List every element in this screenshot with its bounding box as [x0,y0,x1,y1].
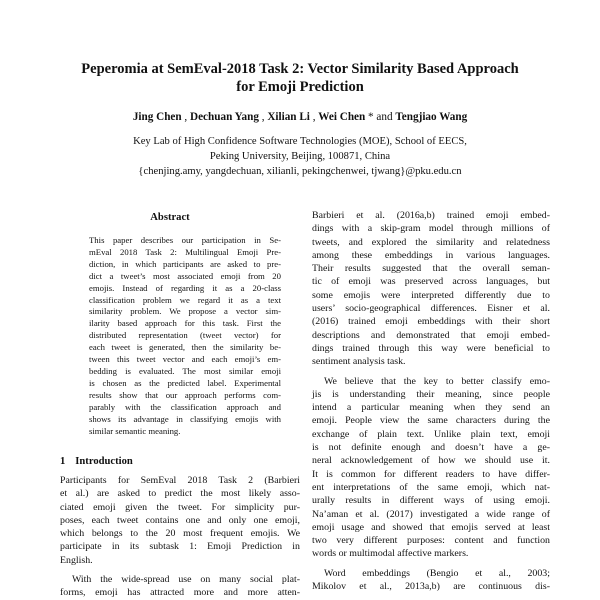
text-line: diction, in which participants are asked to pre- [89,258,281,269]
intro-paragraph-2 [60,573,300,600]
author-separator: , [258,111,268,123]
text-line: urally results in different ways of using emoji. [312,495,550,507]
text-line: similar semantic meaning. [89,425,181,436]
text-line: descriptions and demonstrated that emoji embed- [312,329,550,341]
text-line: parably with the classification approach and [89,401,281,412]
text-line: is not definite enough and doesn’t have a ge- [312,442,550,454]
text-line: dict a tweet’s most associated emoji from 20 [89,270,281,281]
text-line: results show that our approach performs com- [89,389,281,400]
intro-paragraph-1 [60,474,300,567]
author-list [40,110,560,124]
text-line: English. [60,554,93,566]
text-line: It is common for different readers to have differ- [312,468,550,480]
right-paragraph-1 [312,209,550,369]
text-line: similarity problem. We propose a vector sim- [89,306,281,317]
text-line: participate in its subtask 1: Emoji Prediction in [60,541,300,553]
text-line: tweets, and explored the similarity and relatedness [312,236,550,248]
text-line: Na’aman et al. (2017) investigated a wide range of [312,508,550,520]
affiliation [40,134,560,179]
title-line-1: Peperomia at SemEval-2018 Task 2: Vector Similarity Based Approach [81,61,519,77]
text-line: is chosen as the predicted label. Experimental [89,377,281,388]
text-line: poses, each tweet contains one and only one emoji, [60,514,300,526]
author-name: Dechuan Yang [190,111,259,123]
section-number: 1 [60,456,66,467]
author-separator: , [181,111,191,123]
text-line: Participants for SemEval 2018 Task 2 (Barbieri [60,475,300,486]
author-name: Wei Chen [318,111,366,123]
text-line: et al.) are asked to predict the most likely asso- [60,488,300,500]
right-column-body [312,209,550,593]
author-separator: * and [365,111,396,123]
text-line: Mikolov et al., 2013a,b) are continuous dis- [312,581,550,593]
text-line: shows its advantage in classifying emojis with [89,413,281,424]
abstract-heading: Abstract [150,212,190,223]
text-line: (2016) trained emoji embeddings with their short [312,316,550,328]
text-line: ent interpretations of the same emoji, which nat- [312,481,550,493]
text-line: This paper describes our participation in Se- [89,235,281,245]
text-line: dings trained through this way were beneficial to [312,342,550,354]
text-line: With the wide-spread use on many social plat- [72,574,300,586]
right-paragraph-2 [312,375,550,561]
text-line: tic of emoji was preserved across languages, but [312,276,550,288]
text-line: intend a particular meaning when they send an [312,402,550,414]
text-line: each tweet is generated, then the similarity be- [89,342,281,353]
text-line: Barbieri et al. (2016a,b) trained emoji embed- [312,210,550,221]
affiliation-emails: {chenjing.amy, yangdechuan, xilianli, pekingchenwei, tjwang}@pku.edu.cn [138,166,462,177]
text-line: emojis. Instead of regarding it as a 20-class [89,282,281,293]
abstract-body [89,235,281,437]
left-column-body [60,474,300,600]
paper-title [40,60,560,96]
text-line: among these embeddings in various languages. [312,249,550,261]
text-line: mEval 2018 Task 2: Multilingual Emoji Pre- [89,246,281,257]
title-line-2: for Emoji Prediction [236,79,364,95]
text-line: dings with a skip-gram model through millions of [312,223,550,235]
text-line: emoji. People view the same characters during the [312,415,550,427]
affiliation-line-2: Peking University, Beijing, 100871, China [209,151,391,162]
author-name: Tengjiao Wang [395,111,468,123]
section-title: Introduction [75,456,133,467]
text-line: users’ socio-geographical differences. Eisner et al. [312,303,550,315]
section-heading-introduction [60,456,300,467]
text-line: distributed representation (tweet vector) for [89,330,281,341]
affiliation-line-1: Key Lab of High Confidence Software Technologies (MOE), School of EECS, [133,136,467,147]
text-line: bedding is evaluated. The most similar emoji [89,365,281,376]
text-line: exchange of plain text. Unlike plain text, emoji [312,428,550,440]
text-line: emoji usage and showed that emojis served at least [312,521,550,533]
text-line: neral acknowledgement of how we should use it. [312,455,550,467]
right-paragraph-3 [312,567,550,594]
text-line: forms, emoji has attracted more and more atten- [60,587,300,599]
author-name: Jing Chen [132,111,182,123]
text-line: jis is understanding their meaning, since people [312,388,550,400]
text-line: ciated emoji given the tweet. For simplicity pur- [60,501,300,513]
text-line: words or multimodal affective markers. [312,548,469,560]
text-line: sentiment analysis task. [312,356,406,368]
text-line: which belongs to the 20 most frequent emojis. We [60,528,300,540]
text-line: tween this tweet vector and each emoji’s em- [89,354,281,365]
text-line: classification problem we regard it as a text [89,294,281,305]
author-separator: , [309,111,319,123]
text-line: two very different purposes: content and function [312,535,550,547]
text-line: some emojis were interpreted differently due to [312,289,550,301]
text-line: Their results suggested that the overall seman- [312,263,550,275]
text-line: Word embeddings (Bengio et al., 2003; [324,567,550,579]
text-line: We believe that the key to better classify emo- [324,375,550,387]
text-line: ilarity based approach for this task. First the [89,318,281,329]
author-name: Xilian Li [267,111,310,123]
